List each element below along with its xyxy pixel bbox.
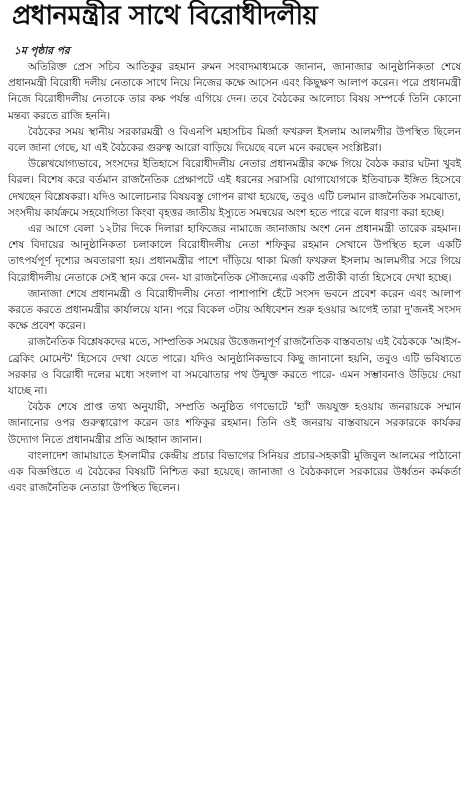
paragraph-meeting-attendees: বৈঠকের সময় স্থানীয় সরকারমন্ত্রী ও বিএনপি মহাসচিব মির্জা ফখরুল ইসলাম আলমগীর উপস্থিত ছিলেন বলে জানা গেছে, যা এই বৈঠকের গুরুত্ব আরো বাড়িয়ে দিয়েছে বলে মনে করছেন সংশ্লিষ্টরা। <box>8 125 461 155</box>
paragraph-analyst-view: রাজনৈতিক বিশ্লেষকদের মতে, সাম্প্রতিক সময়ের উত্তেজনাপূর্ণ রাজনৈতিক বাস্তবতায় এই বৈঠককে 'আইস-ব্রেকিং মোমেন্ট' হিসেবে দেখা যেতে পারে। যদিও আনুষ্ঠানিকভাবে কিছু জানানো হয়নি, তবুও এটি ভবিষ্যতে সরকার ও বিরোধী দলের মধ্যে সংলাপ বা সমঝোতার পথ উন্মুক্ত করতে পারে- এমন সম্ভাবনাও উড়িয়ে দেয়া যাচ্ছে না। <box>8 336 461 398</box>
article-body <box>8 59 461 496</box>
paragraph-parliament-entry: জানাজা শেষে প্রধানমন্ত্রী ও বিরোধীদলীয় নেতা পাশাপাশি হেঁটে সংসদ ভবনে প্রবেশ করেন এবং আলাপ করতে করতে প্রধানমন্ত্রীর কার্যালয়ে যান। পরে বিকেল ৩টায় অধিবেশন শুরু হওয়ার আগেই তারা দু'জনই সংসদ কক্ষে প্রবেশ করেন। <box>8 287 461 333</box>
paragraph-press-secretary: অতিরিক্ত প্রেস সচিব আতিকুর রহমান রুমন সংবাদমাধ্যমকে জানান, জানাজার আনুষ্ঠানিকতা শেষে প্রধানমন্ত্রী বিরোধী দলীয় নেতাকে সাথে নিয়ে নিজের কক্ষে আসেন এবং কিছুক্ষণ আলাপ করেন। পরে প্রধানমন্ত্রী নিজে বিরোধীদলীয় নেতাকে তার কক্ষ পর্যন্ত এগিয়ে দেন। তবে বৈঠকের আলোচ্য বিষয় সম্পর্কে তিনি কোনো মন্তব্য করতে রাজি হননি। <box>8 61 461 122</box>
paragraph-janaza: এর আগে বেলা ১২টার দিকে দিলারা হাফিজের নামাজে জানাজায় অংশ নেন প্রধানমন্ত্রী তারেক রহমান। শেষ বিদায়ের আনুষ্ঠানিকতা চলাকালে বিরোধীদলীয় নেতা শফিকুর রহমান সেখানে উপস্থিত হলে একটি তাৎপর্যপূর্ণ দৃশ্যের অবতারণা হয়। প্রধানমন্ত্রীর পাশে দাঁড়িয়ে থাকা মির্জা ফখরুল ইসলাম আলমগীর সরে গিয়ে বিরোধীদলীয় নেতাকে সেই স্থান করে দেন- যা রাজনৈতিক সৌজন্যের একটি প্রতীকী বার্তা হিসেবে দেখা হচ্ছে। <box>8 223 461 284</box>
paragraph-referendum: বৈঠক শেষে প্রাপ্ত তথ্য অনুযায়ী, সম্প্রতি অনুষ্ঠিত গণভোটে 'হ্যাঁ' জয়যুক্ত হওয়ায় জনরায়কে সম্মান জানানোর ওপর গুরুত্বারোপ করেন ডাঃ শফিকুর রহমান। তিনি ওই জনরায় বাস্তবায়নে সরকারকে কার্যকর উদ্যোগ নিতে প্রধানমন্ত্রীর প্রতি আহ্বান জানান। <box>8 401 461 446</box>
headline: প্রধানমন্ত্রীর সাথে বিরোধীদলীয় <box>12 1 318 31</box>
paragraph-press-release: বাংলাদেশ জামায়াতে ইসলামীর কেন্দ্রীয় প্রচার বিভাগের সিনিয়র প্রচার-সহকারী মুজিবুল আলমের পাঠানো এক বিজ্ঞপ্তিতে এ বৈঠকের বিষয়টি নিশ্চিত করা হয়েছে। জানাজা ও বৈঠককালে সরকারের উর্ধ্বতন কর্মকর্তা এবং রাজনৈতিক নেতারা উপস্থিত ছিলেন। <box>8 449 461 495</box>
continuation-note: ১ম পৃষ্ঠার পর <box>14 45 70 57</box>
paragraph-parliament-history: উল্লেখযোগ্যভাবে, সংসদের ইতিহাসে বিরোধীদলীয় নেতার প্রধানমন্ত্রীর কক্ষে গিয়ে বৈঠক করার ঘটনা খুবই বিরল। বিশেষ করে বর্তমান রাজনৈতিক প্রেক্ষাপটে এই ধরনের সরাসরি যোগাযোগকে ইতিবাচক ইঙ্গিত হিসেবে দেখছেন বিশ্লেষকরা। যদিও আলোচনার বিষয়বস্তু গোপন রাখা হয়েছে, তবুও এটি চলমান রাজনৈতিক সমঝোতা, সংসদীয় কার্যক্রমে সহযোগিতা কিংবা বৃহত্তর জাতীয় ইস্যুতে সমন্বয়ের অংশ হতে পারে বলে ধারণা করা হচ্ছে। <box>8 158 461 219</box>
